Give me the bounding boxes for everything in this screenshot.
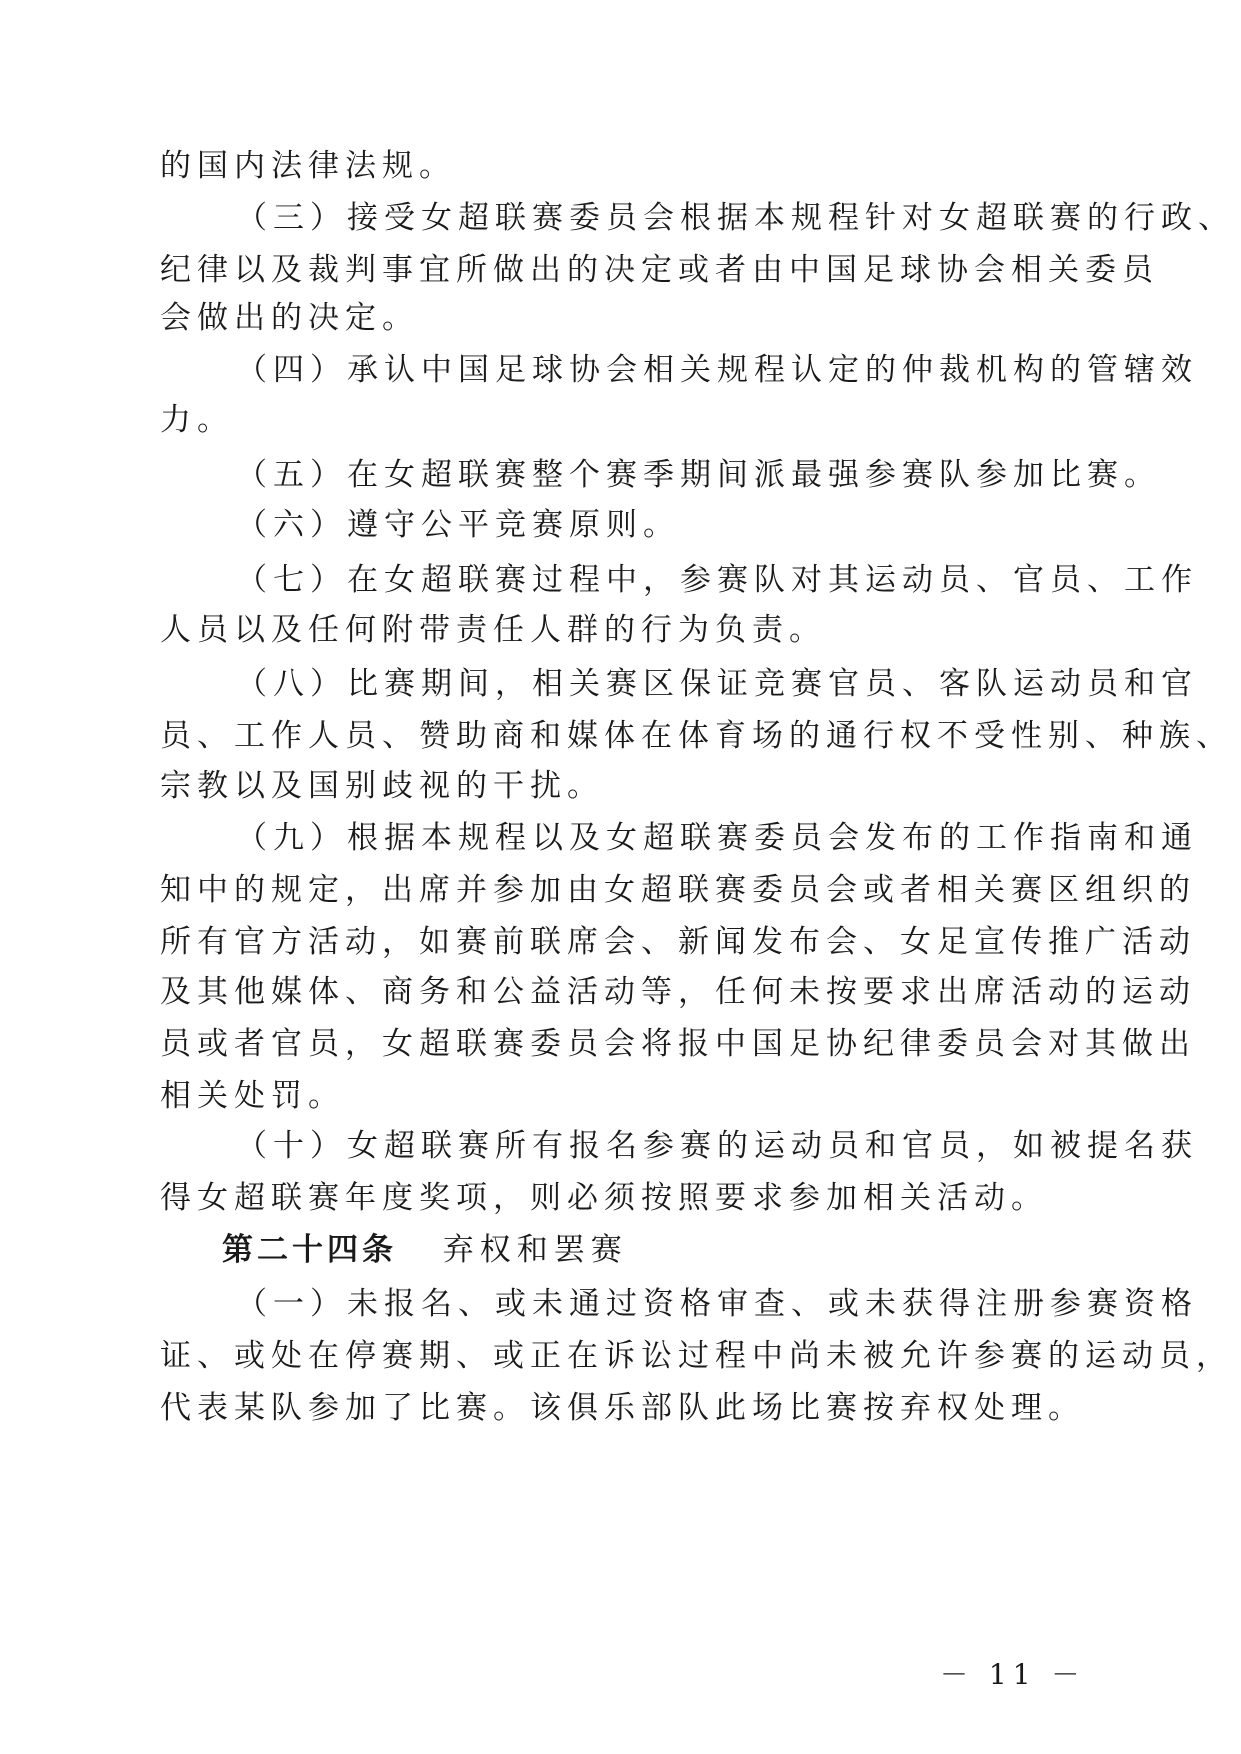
text-line: （三）接受女超联赛委员会根据本规程针对女超联赛的行政、 [236,200,1235,236]
text-line: （四）承认中国足球协会相关规程认定的仲裁机构的管辖效 [236,352,1198,388]
text-line: 人员以及任何附带责任人群的行为负责。 [160,612,826,648]
text-line: 宗教以及国别歧视的干扰。 [160,768,604,804]
text-line: 纪律以及裁判事宜所做出的决定或者由中国足球协会相关委员 [160,252,1159,288]
text-line: 员或者官员，女超联赛委员会将报中国足协纪律委员会对其做出 [160,1026,1196,1062]
text-line: 力。 [160,402,234,438]
text-line: 的国内法律法规。 [160,148,456,184]
text-line: 员、工作人员、赞助商和媒体在体育场的通行权不受性别、种族、 [160,718,1233,754]
text-line: （九）根据本规程以及女超联赛委员会发布的工作指南和通 [236,820,1198,856]
text-line: 及其他媒体、商务和公益活动等，任何未按要求出席活动的运动 [160,974,1196,1010]
text-line: 会做出的决定。 [160,300,419,336]
text-line: （八）比赛期间，相关赛区保证竞赛官员、客队运动员和官 [236,666,1198,702]
text-line: 所有官方活动，如赛前联席会、新闻发布会、女足宣传推广活动 [160,924,1196,960]
article-title: 弃权和罢赛 [442,1232,628,1268]
text-line: 代表某队参加了比赛。该俱乐部队此场比赛按弃权处理。 [160,1390,1085,1426]
article-heading: 第二十四条 [222,1232,397,1268]
text-line: （七）在女超联赛过程中，参赛队对其运动员、官员、工作 [236,562,1198,598]
text-line: 知中的规定，出席并参加由女超联赛委员会或者相关赛区组织的 [160,872,1196,908]
text-line: （五）在女超联赛整个赛季期间派最强参赛队参加比赛。 [236,457,1161,493]
text-line: （十）女超联赛所有报名参赛的运动员和官员，如被提名获 [236,1128,1198,1164]
text-line: 得女超联赛年度奖项，则必须按照要求参加相关活动。 [160,1180,1048,1216]
text-line: （六）遵守公平竞赛原则。 [236,507,680,543]
text-line: 证、或处在停赛期、或正在诉讼过程中尚未被允许参赛的运动员， [160,1338,1233,1374]
text-line: （一）未报名、或未通过资格审查、或未获得注册参赛资格 [236,1286,1198,1322]
text-line: 相关处罚。 [160,1078,345,1114]
page-number: － 11 － [940,1658,1086,1691]
article-heading-line [222,1230,628,1270]
